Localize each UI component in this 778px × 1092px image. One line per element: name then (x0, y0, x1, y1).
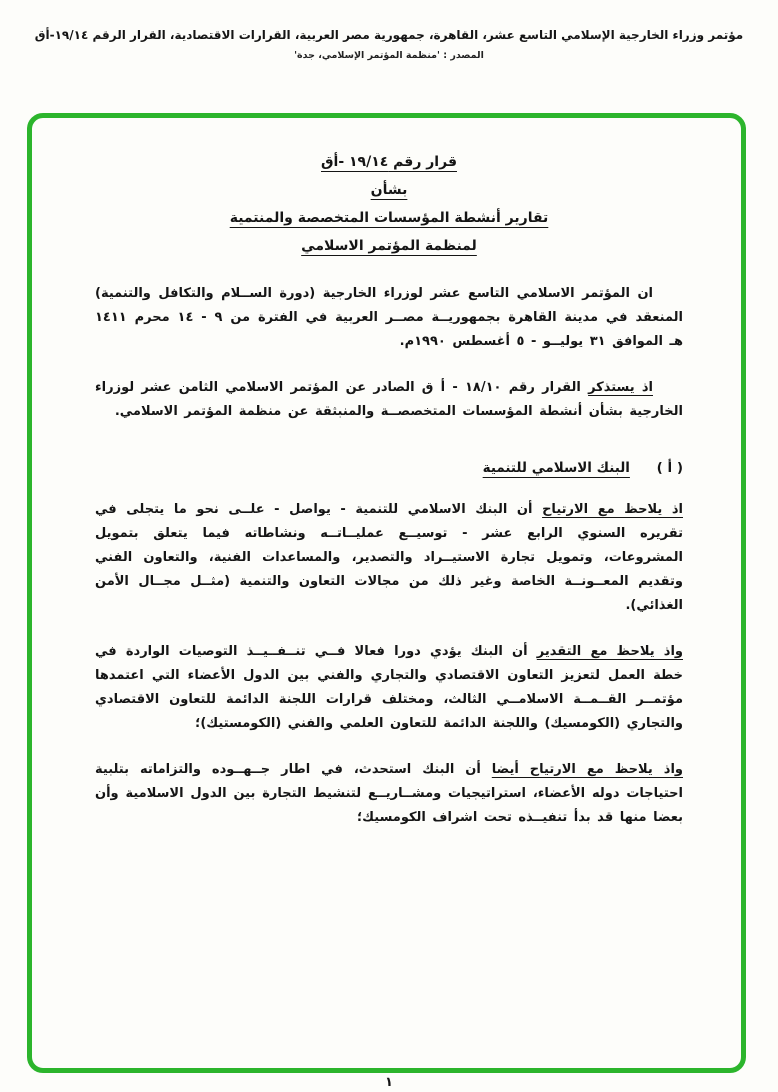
paragraph-text: القرار رقم ١٨/١٠ - أ ق الصادر عن المؤتمر الاسلامي الثامن عشر لوزراء الخارجية بشأن أنشطة المؤسسات المتخصصــة والمنبثقة عن منظمة المؤتمر الاسلامي. (95, 380, 683, 419)
paragraph-recalling (95, 376, 683, 424)
title-regarding-line: بشأن (370, 182, 408, 198)
title-organization-line: لمنظمة المؤتمر الاسلامي (301, 238, 477, 254)
paragraph-lead: واذ يلاحظ مع الارتياح أيضا (491, 762, 683, 777)
section-heading-islamic-development-bank (95, 460, 683, 476)
paragraph-noting-appreciation (95, 640, 683, 736)
paragraph-text: أن البنك استحدث، في اطار جــهــوده والتزاماته بتلبية احتياجات دوله الأعضاء، استراتيجيات ومشــاريــع لتنشيط التجارة بين الدول الاسلامية وأن بعضا منها قد بدأ تنفيــذه تحت اشراف الكومسيك؛ (95, 762, 683, 825)
paragraph-text: أن البنك الاسلامي للتنمية - يواصل - علــى نحو ما يتجلى في تقريره السنوي الرابع عشر - توسيــع عمليــاتــه ونشاطاته فيما يتعلق بتمويل المشروعات، وتمويل تجارة الاستيــراد والتصدير، والمساعدات الفنية، والتعاون الفني وتقديم المعــونــة الخاصة وغير ذلك من مجالات التعاون والتنمية (مثــل مجــال الأمن الغذائي). (95, 502, 683, 613)
paragraph-lead: اذ يستذكر (588, 380, 653, 395)
paragraph-text: ان المؤتمر الاسلامي التاسع عشر لوزراء الخارجية (دورة الســلام والتكافل والتنمية) المنعقد في مدينة القاهرة بجمهوريــة مصــر العربية في الفترة من ٩ - ١٤ محرم ١٤١١ هـ الموافق ٣١ يوليــو - ٥ أغسطس ١٩٩٠م. (95, 286, 684, 349)
paragraph-lead: اذ يلاحظ مع الارتياح (542, 502, 683, 517)
document-header (0, 28, 778, 61)
header-source: المصدر : 'منظمة المؤتمر الإسلامي، جدة' (294, 50, 484, 61)
resolution-title-block (95, 148, 683, 260)
page-number: ١ (385, 1075, 393, 1090)
paragraph-text: أن البنك يؤدي دورا فعالا فــي تنــفــيــذ التوصيات الواردة في خطة العمل لتعزيز التعاون الاقتصادي والتجاري والفني بين الدول الأعضاء التي اعتمدها مؤتمــر القــمــة الاسلامــي الثالث، ومختلف قرارات اللجنة الدائمة للتعاون الاقتصادي والتجاري (الكومسيك) واللجنة الدائمة للتعاون العلمي والفني (الكومستيك)؛ (95, 644, 683, 731)
resolution-number-line: قرار رقم ١٩/١٤ -أق (321, 154, 457, 170)
paragraph-preamble (95, 282, 683, 354)
paragraph-noting-satisfaction (95, 498, 683, 618)
header-citation: مؤتمر وزراء الخارجية الإسلامي التاسع عشر، القاهرة، جمهورية مصر العربية، القرارات الاقتصادية، القرار الرقم ١٩/١٤-أق (34, 28, 744, 42)
title-subject-line: تقارير أنشطة المؤسسات المتخصصة والمنتمية (229, 210, 549, 226)
paragraph-lead: واذ يلاحظ مع التقدير (536, 644, 683, 659)
section-title: البنك الاسلامي للتنمية (482, 460, 630, 476)
section-marker: ( أ ) (656, 460, 683, 476)
paragraph-noting-satisfaction-also (95, 758, 683, 830)
document-body (95, 148, 683, 830)
